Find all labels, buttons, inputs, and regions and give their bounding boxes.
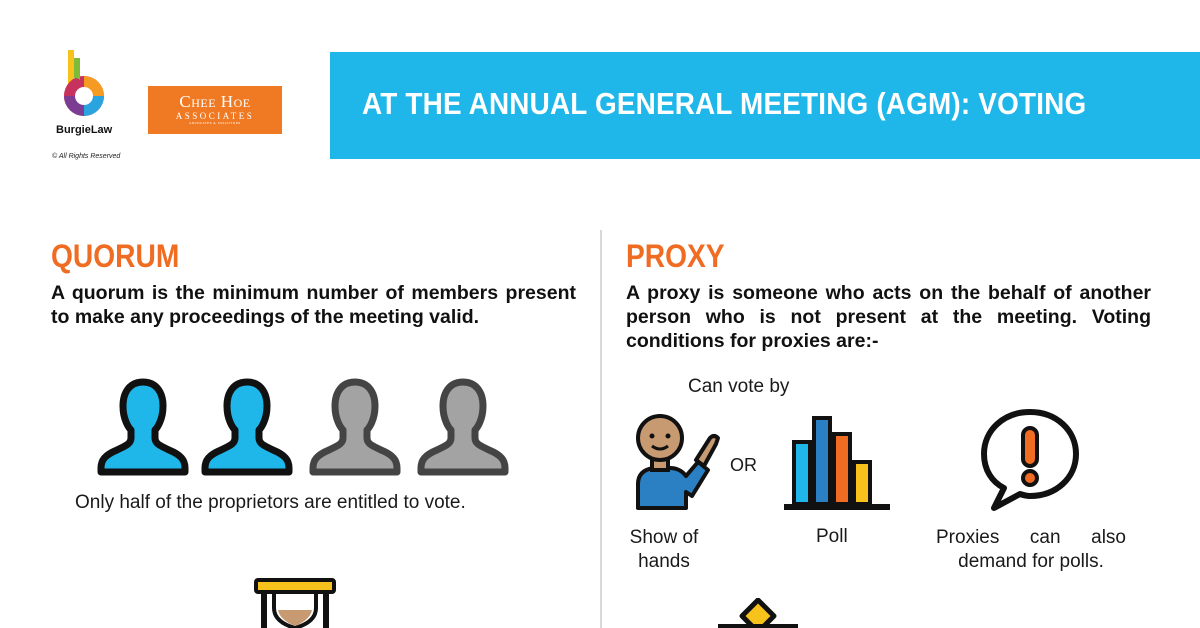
- demand-polls-label: Proxies can also demand for polls.: [936, 527, 1126, 572]
- member-icon: [309, 378, 401, 476]
- member-icon: [417, 378, 509, 476]
- bar-chart-icon: [782, 412, 894, 512]
- quorum-caption: Only half of the proprietors are entitled to vote.: [75, 492, 466, 513]
- show-of-hands-label: Show of hands: [629, 527, 699, 572]
- or-label: OR: [730, 455, 757, 475]
- quorum-description: A quorum is the minimum number of members present to make any proceedings of the meeting valid.: [51, 282, 576, 328]
- page-title: AT THE ANNUAL GENERAL MEETING (AGM): VOTING: [362, 86, 1087, 121]
- brand-name: BurgieLaw: [56, 124, 113, 136]
- person-raising-hand-icon: [632, 410, 722, 510]
- cheehoe-logo-tagline: ADVOCATES & SOLICITORS: [189, 121, 241, 125]
- member-icon: [201, 378, 293, 476]
- cheehoe-logo-sub: ASSOCIATES: [175, 111, 255, 121]
- poll-label: Poll: [816, 526, 848, 547]
- cheehoe-logo-name: Chee Hoe: [179, 92, 251, 111]
- proxy-heading: PROXY: [626, 238, 725, 274]
- burgielaw-logo-icon: [50, 48, 110, 120]
- title-bar: [330, 52, 1200, 159]
- member-icon: [97, 378, 189, 476]
- rights-text: © All Rights Reserved: [52, 153, 121, 160]
- exclamation-bubble-icon: [980, 408, 1080, 512]
- proxy-description: A proxy is someone who acts on the behalf of another person who is not present at the meeting. Voting conditions for proxies are:-: [626, 282, 1151, 352]
- hourglass-icon: [254, 578, 336, 628]
- ballot-box-icon: [716, 598, 800, 628]
- quorum-heading: QUORUM: [51, 238, 180, 274]
- cheehoe-logo: [148, 86, 282, 134]
- can-vote-by-label: Can vote by: [688, 376, 790, 397]
- column-divider: [600, 230, 602, 628]
